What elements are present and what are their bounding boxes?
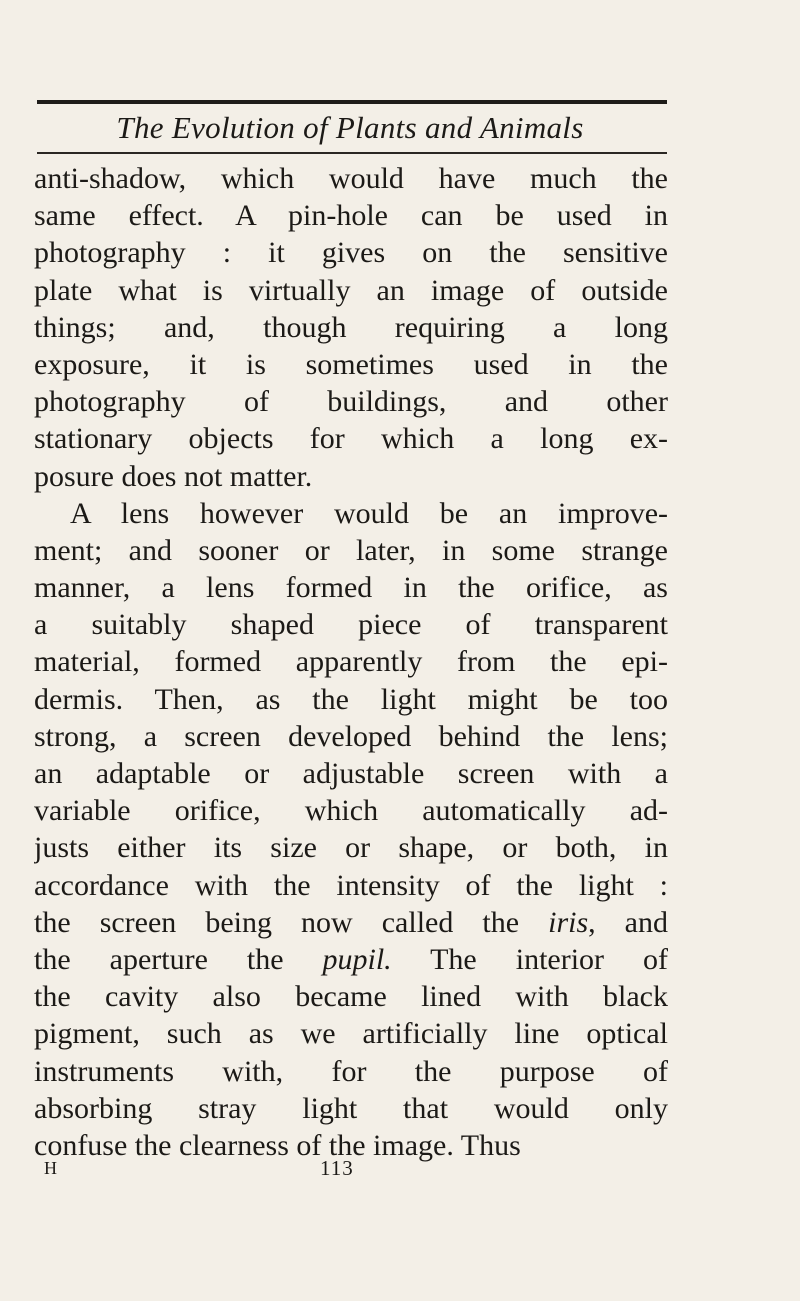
text-line [34,1090,668,1127]
text-segment: anti-shadow, which would have much the [34,162,668,195]
text-segment: ment; and sooner or later, in some strange [34,533,668,567]
top-rule [37,100,667,104]
text-line [34,532,668,569]
text-line [34,383,668,420]
text-segment: material, formed apparently from the epi- [34,645,668,679]
text-segment: things; and, though requiring a long [34,310,668,344]
text-segment: stationary objects for which a long ex- [34,422,668,456]
text-line [34,234,668,271]
text-segment: manner, a lens formed in the orifice, as [34,571,668,605]
text-segment: absorbing stray light that would only [34,1091,668,1125]
head-rule [37,152,667,154]
text-segment: same effect. A pin-hole can be used in [34,199,668,233]
text-line [34,606,668,643]
text-line [34,1053,668,1090]
text-segment: photography of buildings, and other [34,385,668,419]
text-segment: the aperture the [34,942,323,976]
text-line [34,755,668,792]
text-line [34,309,668,346]
text-segment: strong, a screen developed behind the lens; [34,719,668,753]
text-line [34,681,668,718]
text-line [34,272,668,309]
signature-mark: H [44,1158,58,1178]
text-segment: an adaptable or adjustable screen with a [34,757,668,790]
text-segment: a suitably shaped piece of transparent [34,608,668,642]
text-segment: exposure, it is sometimes used in the [34,347,668,381]
text-line [34,458,668,495]
italic-term: iris [548,905,589,939]
page-number: 113 [320,1156,354,1180]
text-segment: the screen being now called the [34,905,549,939]
text-line [34,867,668,904]
text-segment: accordance with the intensity of the light : [34,868,668,902]
text-line [34,197,668,234]
text-line [34,346,668,383]
text-line [34,792,668,829]
text-segment: confuse the clearness of the image. Thus [34,1128,521,1162]
text-segment: justs either its size or shape, or both, in [34,831,668,865]
text-line [34,978,668,1015]
italic-term: pupil. [322,942,392,976]
text-segment: the cavity also became lined with black [34,980,668,1014]
page-footer [0,1150,800,1180]
body-text [34,160,668,1164]
text-line [34,941,668,978]
text-segment: instruments with, for the purpose of [34,1054,668,1088]
text-line [34,829,668,866]
text-line [34,160,668,197]
running-head: The Evolution of Plants and Animals [116,110,584,145]
text-segment: photography : it gives on the sensitive [34,236,668,270]
text-line [34,569,668,606]
text-segment: , and [588,905,668,939]
text-line [34,643,668,680]
text-segment: A lens however would be an improve- [70,496,668,530]
text-segment: dermis. Then, as the light might be too [34,682,668,716]
text-line [34,1015,668,1052]
text-segment: posure does not matter. [34,459,313,493]
text-line [34,718,668,755]
text-line [34,420,668,457]
text-segment: pigment, such as we artificially line optical [34,1017,668,1051]
text-line [34,904,668,941]
text-segment: The interior of [391,942,668,976]
text-segment: plate what is virtually an image of outside [34,273,668,307]
text-line [34,495,668,532]
text-segment: variable orifice, which automatically ad- [34,794,668,828]
